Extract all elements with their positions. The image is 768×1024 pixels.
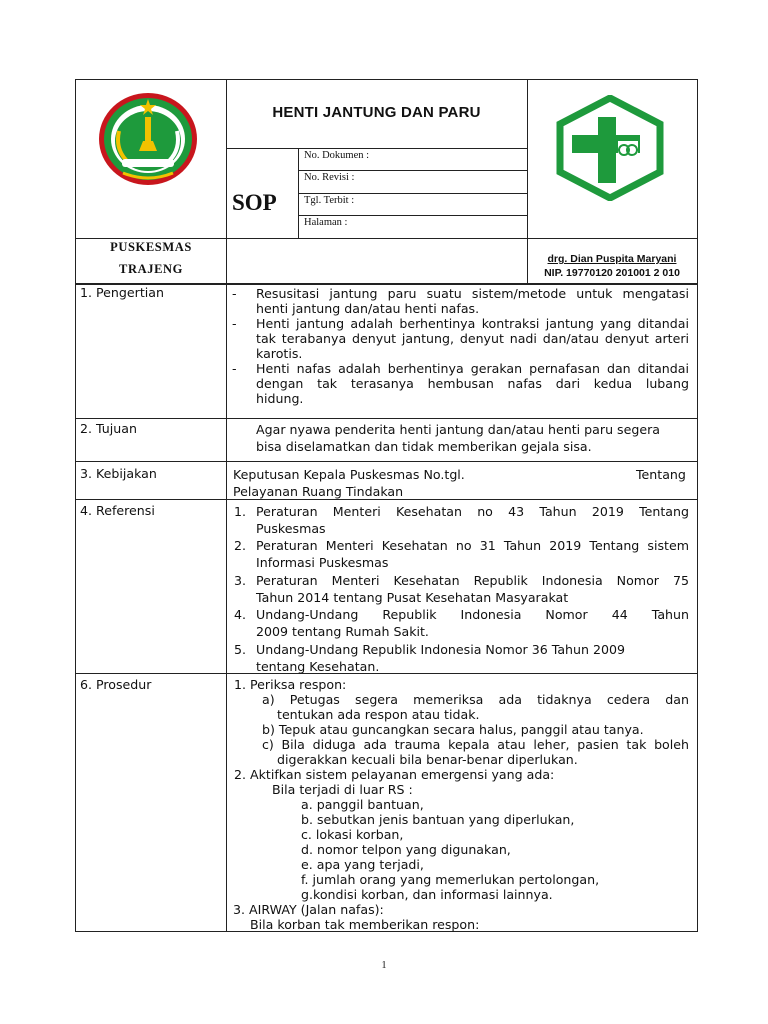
prosedur-line: Bila terjadi di luar RS : xyxy=(272,782,413,797)
document-title: HENTI JANTUNG DAN PARU xyxy=(272,104,481,121)
puskesmas-location: TRAJENG xyxy=(119,262,183,276)
meta-halaman: Halaman : xyxy=(304,217,348,228)
tujuan-line: bisa diselamatkan dan tidak memberikan gejala sisa. xyxy=(256,439,592,454)
puskesmas-logo xyxy=(556,95,664,201)
pengertian-line: tak terabanya denyut jantung, denyut nadi dan/atau denyut arteri xyxy=(256,331,689,346)
prosedur-line: b. sebutkan jenis bantuan yang diperlukan, xyxy=(301,812,575,827)
bullet: - xyxy=(232,286,237,301)
sop-label: SOP xyxy=(232,190,277,215)
content-column-divider xyxy=(226,283,227,932)
pengertian-line: Henti nafas adalah berhentinya gerakan pernafasan dan ditandai xyxy=(256,361,689,376)
referensi-line: Informasi Puskesmas xyxy=(256,555,389,570)
pengertian-line: hidung. xyxy=(256,391,304,406)
prosedur-line: 1. Periksa respon: xyxy=(234,677,347,692)
referensi-line: Peraturan Menteri Kesehatan Republik Indonesia Nomor 75 xyxy=(256,573,689,588)
referensi-line: 2009 tentang Rumah Sakit. xyxy=(256,624,429,639)
header-divider xyxy=(226,148,527,149)
prosedur-line: g.kondisi korban, dan informasi lainnya. xyxy=(301,887,553,902)
referensi-number: 4. xyxy=(234,607,247,622)
referensi-number: 3. xyxy=(234,573,247,588)
meta-no-dokumen: No. Dokumen : xyxy=(304,150,370,161)
row-divider xyxy=(75,673,698,674)
meta-no-revisi: No. Revisi : xyxy=(304,172,355,183)
prosedur-line: tentukan ada respon atau tidak. xyxy=(277,707,480,722)
referensi-line: Puskesmas xyxy=(256,521,326,536)
referensi-number: 2. xyxy=(234,538,247,553)
label-referensi: 4. Referensi xyxy=(80,503,155,518)
prosedur-line: b) Tepuk atau guncangkan secara halus, panggil atau tanya. xyxy=(262,722,644,737)
kebijakan-line: Tentang xyxy=(636,467,686,482)
puskesmas-name: PUSKESMAS xyxy=(110,240,192,254)
row-divider xyxy=(75,418,698,419)
prosedur-line: Bila korban tak memberikan respon: xyxy=(250,917,480,932)
kebijakan-line: Pelayanan Ruang Tindakan xyxy=(233,484,404,499)
pengertian-line: dengan tak terasanya hembusan nafas dari kedua lubang xyxy=(256,376,689,391)
bullet: - xyxy=(232,316,237,331)
bullet: - xyxy=(232,361,237,376)
prosedur-line: a) Petugas segera memeriksa ada tidaknya cedera dan xyxy=(262,692,689,707)
signer-name: drg. Dian Puspita Maryani xyxy=(547,253,677,265)
prosedur-line: e. apa yang terjadi, xyxy=(301,857,424,872)
prosedur-line: d. nomor telpon yang digunakan, xyxy=(301,842,511,857)
prosedur-line: c) Bila diduga ada trauma kepala atau leher, pasien tak boleh xyxy=(262,737,689,752)
prosedur-line: digerakkan kecuali bila benar-benar diperlukan. xyxy=(277,752,578,767)
prosedur-line: c. lokasi korban, xyxy=(301,827,404,842)
pengertian-line: Resusitasi jantung paru suatu sistem/metode untuk mengatasi xyxy=(256,286,689,301)
label-prosedur: 6. Prosedur xyxy=(80,677,152,692)
referensi-line: tentang Kesehatan. xyxy=(256,659,380,674)
regency-emblem-logo xyxy=(97,91,199,187)
page-number: 1 xyxy=(381,960,387,971)
kebijakan-line: Keputusan Kepala Puskesmas No.tgl. xyxy=(233,467,465,482)
pengertian-line: karotis. xyxy=(256,346,303,361)
row-divider xyxy=(75,461,698,462)
pengertian-line: henti jantung dan/atau henti nafas. xyxy=(256,301,480,316)
prosedur-line: f. jumlah orang yang memerlukan pertolongan, xyxy=(301,872,600,887)
label-kebijakan: 3. Kebijakan xyxy=(80,466,157,481)
header-divider xyxy=(298,170,527,171)
referensi-line: Peraturan Menteri Kesehatan no 31 Tahun 2019 Tentang sistem xyxy=(256,538,689,553)
signer-nip: NIP. 19770120 201001 2 010 xyxy=(544,267,680,279)
tujuan-line: Agar nyawa penderita henti jantung dan/atau henti paru segera xyxy=(256,422,660,437)
referensi-line: Peraturan Menteri Kesehatan no 43 Tahun 2019 Tentang xyxy=(256,504,689,519)
prosedur-line: a. panggil bantuan, xyxy=(301,797,424,812)
header-divider xyxy=(298,215,527,216)
prosedur-line: 2. Aktifkan sistem pelayanan emergensi yang ada: xyxy=(234,767,555,782)
referensi-number: 1. xyxy=(234,504,247,519)
referensi-number: 5. xyxy=(234,642,247,657)
pengertian-line: Henti jantung adalah berhentinya kontraksi jantung yang ditandai xyxy=(256,316,689,331)
referensi-line: Undang-Undang Republik Indonesia Nomor 36 Tahun 2009 xyxy=(256,642,626,657)
label-pengertian: 1. Pengertian xyxy=(80,285,164,300)
label-tujuan: 2. Tujuan xyxy=(80,421,137,436)
referensi-line: Undang-Undang Republik Indonesia Nomor 44 Tahun xyxy=(256,607,689,622)
meta-tgl-terbit: Tgl. Terbit : xyxy=(304,195,355,206)
header-divider xyxy=(298,193,527,194)
header-divider xyxy=(75,238,698,239)
prosedur-line: 3. AIRWAY (Jalan nafas): xyxy=(233,902,384,917)
referensi-line: Tahun 2014 tentang Pusat Kesehatan Masyarakat xyxy=(256,590,569,605)
